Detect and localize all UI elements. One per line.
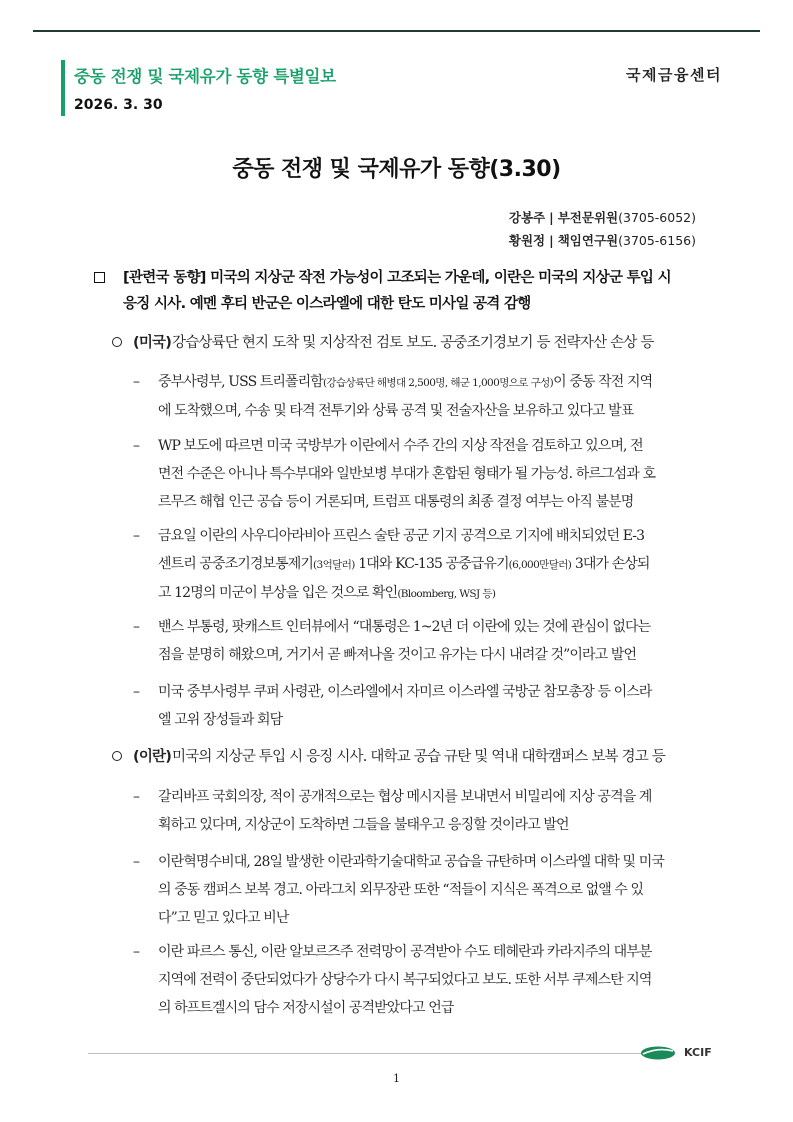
page-number: 1	[393, 1072, 400, 1085]
report-date: 2026. 3. 30	[74, 97, 163, 113]
headline	[94, 265, 704, 317]
bullet-item: – 이란 파르스 통신, 이란 알보르즈주 전력망이 공격받아 수도 테헤란과 카라지주의 대부분 지역에 전력이 중단되었다가 상당수가 다시 복구되었다고 보도. 또한 서부 쿠제스탄 지역 의 하프트겔시의 담수 저장시설이 공격받았다고 언급	[133, 938, 703, 1022]
bullet-item: – 금요일 이란의 사우디아라비아 프린스 술탄 공군 기지 공격으로 기지에 배치되었던 E-3 센트리 공중조기경보통제기(3억달러) 1대와 KC-135 공중급유기(6,000만달러) 3대가 손상되 고 12명의 미군이 부상을 입은 것으로 확인(Bloomberg, WSJ 등)	[133, 522, 703, 608]
author-line: 강봉주 | 부전문위원(3705-6052)	[508, 210, 696, 225]
footer-rule	[88, 1053, 643, 1054]
section-label: (미국)	[133, 335, 172, 351]
author-name: 강봉주	[508, 210, 546, 225]
document-title: 중동 전쟁 및 국제유가 동향(3.30)	[232, 157, 561, 182]
author-role: 부전문위원	[557, 210, 619, 225]
author-phone: (3705-6156)	[618, 233, 696, 248]
dash-bullet-icon: –	[133, 684, 140, 700]
organization-name: 국제금융센터	[626, 66, 722, 84]
dash-bullet-icon: –	[133, 374, 140, 390]
bullet-item: – 중부사령부, USS 트리폴리함(강습상륙단 해병대 2,500명, 해군 1,000명으로 구성)이 중동 작전 지역 에 도착했으며, 수송 및 타격 전투기와 상륙 공격 및 전술자산을 보유하고 있다고 발표	[133, 368, 703, 425]
bullet-item: – 밴스 부통령, 팟캐스트 인터뷰에서 “대통령은 1~2년 더 이란에 있는 것에 관심이 없다는 점을 분명히 해왔으며, 거기서 곧 빠져나올 것이고 유가는 다시 내려갈 것”이라고 발언	[133, 613, 703, 669]
headline-line: 응징 시사. 예멘 후티 반군은 이스라엘에 대한 탄도 미사일 공격 감행	[123, 296, 531, 312]
kcif-logo-icon	[640, 1045, 676, 1065]
dash-bullet-icon: –	[133, 528, 140, 544]
bullet-item: – 갈리바프 국회의장, 적이 공개적으로는 협상 메시지를 보내면서 비밀리에 지상 공격을 계 획하고 있다며, 지상군이 도착하면 그들을 불태우고 응징할 것이라고 발언	[133, 783, 703, 839]
dash-bullet-icon: –	[133, 619, 140, 635]
circle-bullet-icon	[112, 751, 122, 761]
footer-logo-text: KCIF	[684, 1046, 712, 1059]
dash-bullet-icon: –	[133, 854, 140, 870]
dash-bullet-icon: –	[133, 944, 140, 960]
headline-line: [관련국 동향] 미국의 지상군 작전 가능성이 고조되는 가운데, 이란은 미국의 지상군 투입 시	[123, 270, 671, 286]
report-series-title: 중동 전쟁 및 국제유가 동향 특별일보	[74, 67, 336, 86]
section-label: (이란)	[133, 749, 172, 765]
author-line: 황원정 | 책임연구원(3705-6156)	[508, 233, 696, 248]
bullet-item: – WP 보도에 따르면 미국 국방부가 이란에서 수주 간의 지상 작전을 검토하고 있으며, 전 면전 수준은 아니나 특수부대와 일반보병 부대가 혼합된 형태가 될 가능성. 하르그섬과 호 르무즈 해협 인근 공습 등이 거론되며, 트럼프 대통령의 최종 결정 여부는 아직 불분명	[133, 432, 703, 516]
author-role: 책임연구원	[557, 233, 619, 248]
section-summary: 미국의 지상군 투입 시 응징 시사. 대학교 공습 규탄 및 역내 대학캠퍼스 보복 경고 등	[172, 749, 665, 765]
author-name: 황원정	[508, 233, 546, 248]
section-summary: 강습상륙단 현지 도착 및 지상작전 검토 보도. 공중조기경보기 등 전략자산 손상 등	[172, 335, 654, 351]
author-phone: (3705-6052)	[618, 210, 696, 225]
circle-bullet-icon	[112, 337, 122, 347]
bullet-item: – 미국 중부사령부 쿠퍼 사령관, 이스라엘에서 자미르 이스라엘 국방군 참모총장 등 이스라 엘 고위 장성들과 회담	[133, 678, 703, 734]
header-accent-bar	[61, 60, 65, 116]
bullet-item: – 이란혁명수비대, 28일 발생한 이란과학기술대학교 공습을 규탄하며 이스라엘 대학 및 미국 의 중동 캠퍼스 보복 경고. 아라그치 외무장관 또한 “적들이 지식은 폭격으로 없앨 수 있 다”고 믿고 있다고 비난	[133, 848, 703, 932]
dash-bullet-icon: –	[133, 438, 140, 454]
square-bullet-icon	[94, 272, 105, 283]
top-rule	[33, 30, 760, 32]
dash-bullet-icon: –	[133, 789, 140, 805]
